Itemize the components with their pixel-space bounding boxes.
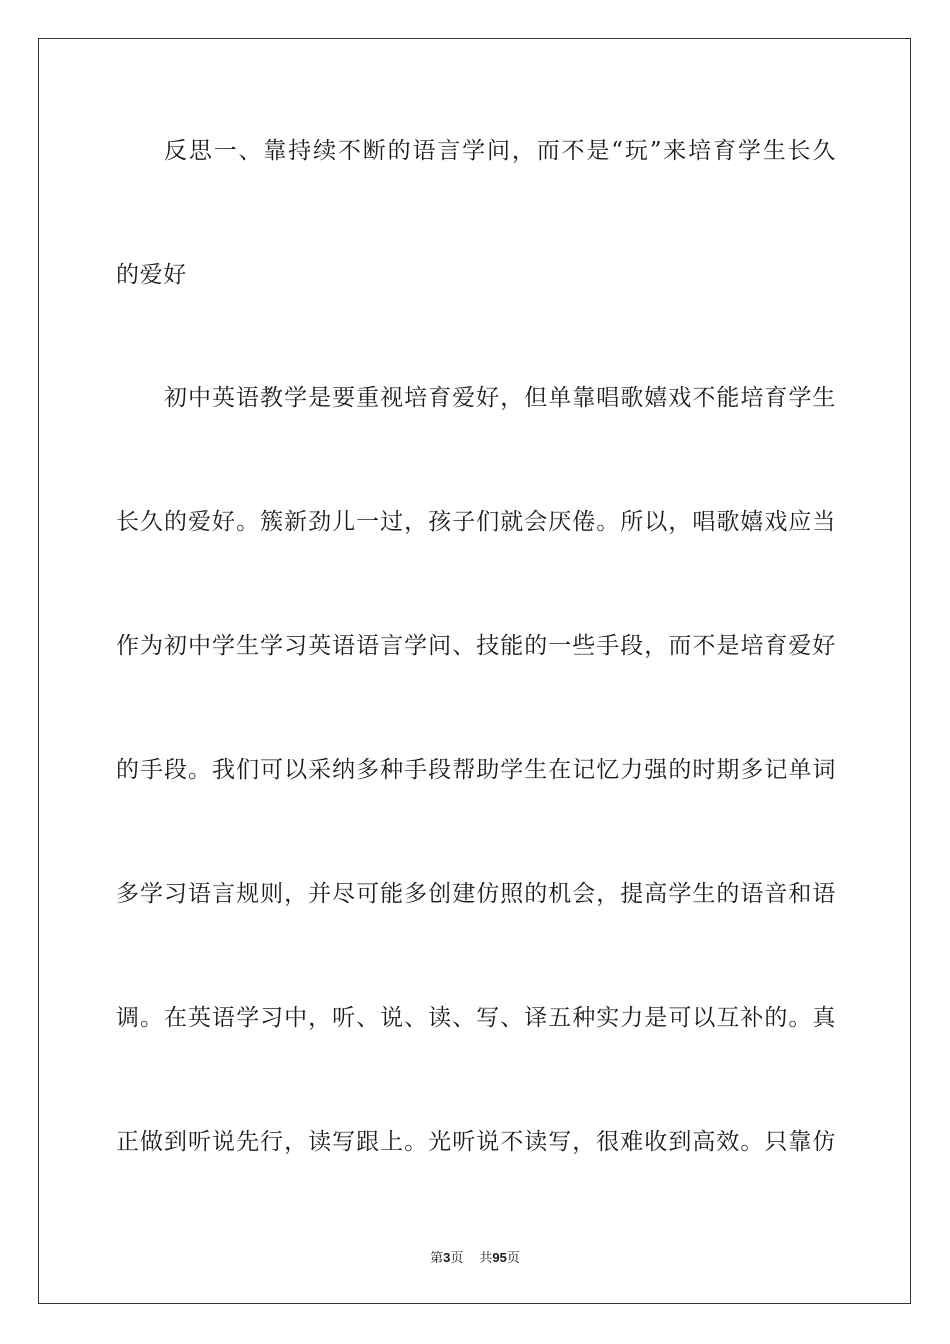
total-suffix: 页 (506, 1251, 520, 1266)
paragraph-line-6: 的手段。我们可以采纳多种手段帮助学生在记忆力强的时期多记单词 (116, 757, 836, 783)
paragraph-line-4: 长久的爱好。簇新劲儿一过，孩子们就会厌倦。所以，唱歌嬉戏应当 (116, 509, 836, 535)
paragraph-line-5: 作为初中学生学习英语语言学问、技能的一些手段，而不是培育爱好 (116, 633, 836, 659)
total-prefix: 共 (479, 1251, 493, 1266)
page-number: 3 (443, 1250, 451, 1265)
paragraph-line-9: 正做到听说先行，读写跟上。光听说不读写，很难收到高效。只靠仿 (116, 1129, 836, 1155)
page-suffix: 页 (450, 1251, 464, 1266)
paragraph-line-1: 反思一、靠持续不断的语言学问，而不是“玩”来培育学生长久 (164, 138, 836, 164)
paragraph-line-7: 多学习语言规则，并尽可能多创建仿照的机会，提高学生的语音和语 (116, 881, 836, 907)
page-prefix: 第 (430, 1251, 444, 1266)
paragraph-line-8: 调。在英语学习中，听、说、读、写、译五种实力是可以互补的。真 (116, 1005, 836, 1031)
page-border (38, 38, 911, 1304)
page-footer (0, 1247, 950, 1266)
paragraph-line-2: 的爱好 (116, 262, 187, 288)
paragraph-line-3: 初中英语教学是要重视培育爱好，但单靠唱歌嬉戏不能培育学生 (164, 385, 836, 411)
total-pages: 95 (492, 1250, 507, 1265)
